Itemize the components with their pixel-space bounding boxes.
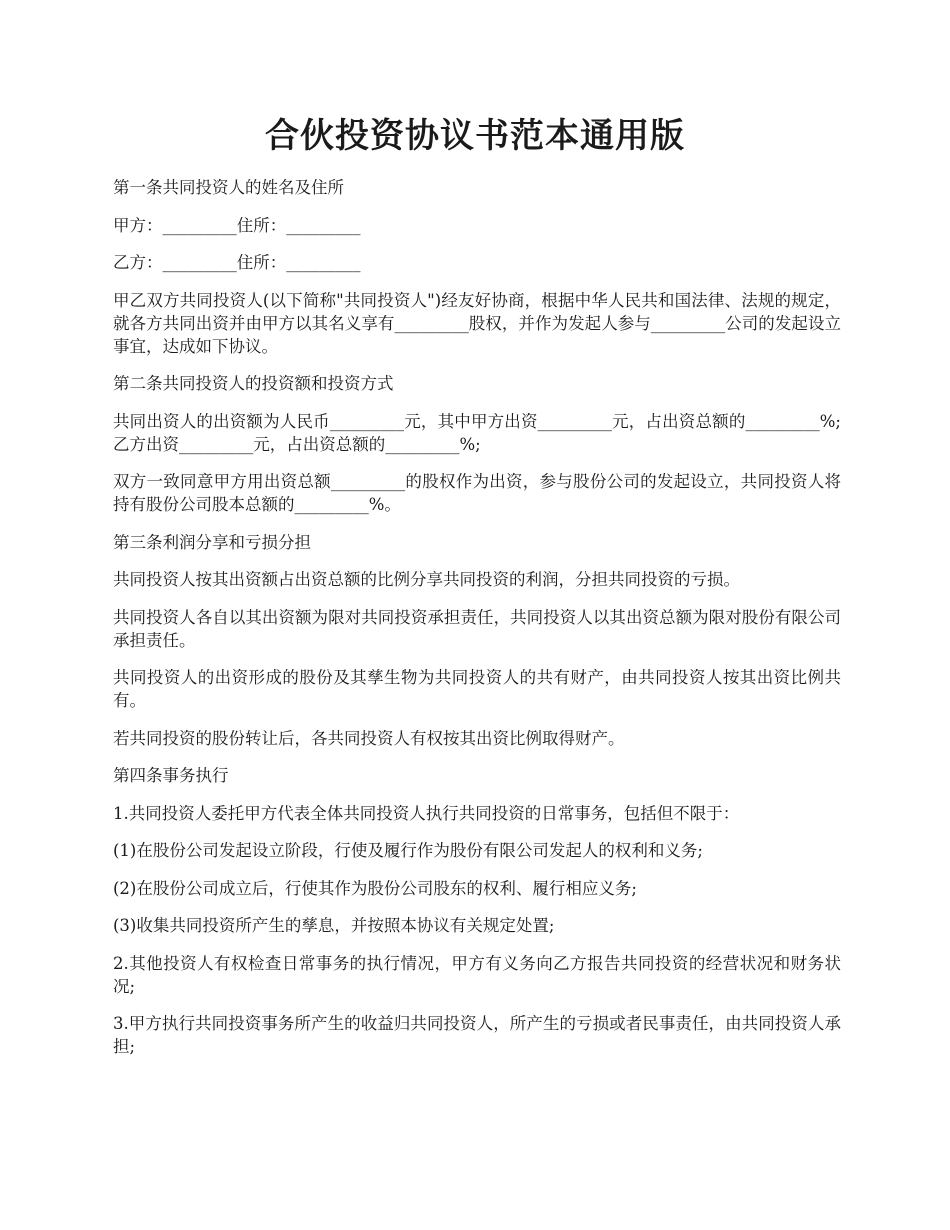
contribution-amount-paragraph: 共同出资人的出资额为人民币_________元，其中甲方出资_________元，占出资总额的_________%;乙方出资_________元，占出资总额的_________%;: [113, 411, 841, 454]
equity-contribution-paragraph: 双方一致同意甲方用出资总额_________的股权作为出资，参与股份公司的发起设立，共同投资人将持有股份公司股本总额的_________%。: [113, 472, 841, 514]
profit-sharing-paragraph: 共同投资人按其出资额占出资总额的比例分享共同投资的利润，分担共同投资的亏损。: [113, 570, 740, 589]
preamble-paragraph: 甲乙双方共同投资人(以下简称"共同投资人")经友好协商，根据中华人民共和国法律、法规的规定，就各方共同出资并由甲方以其名义享有_________股权，并作为发起人参与_________公司的发起设立事宜，达成如下协议。: [113, 290, 841, 356]
article-4-heading: 第四条事务执行: [113, 766, 229, 785]
joint-property-paragraph: 共同投资人的出资形成的股份及其孳生物为共同投资人的共有财产，由共同投资人按其出资比例共有。: [113, 668, 841, 710]
clause-1-paragraph: 1.共同投资人委托甲方代表全体共同投资人执行共同投资的日常事务，包括但不限于：: [113, 803, 740, 823]
article-1-heading: 第一条共同投资人的姓名及住所: [113, 178, 344, 197]
clause-1-item-2: (2)在股份公司成立后，行使其作为股份公司股东的权利、履行相应义务;: [113, 878, 637, 898]
clause-3-paragraph: 3.甲方执行共同投资事务所产生的收益归共同投资人，所产生的亏损或者民事责任，由共同投资人承担;: [113, 1014, 841, 1056]
document-title: 合伙投资协议书范本通用版: [265, 116, 685, 156]
clause-1-item-1: (1)在股份公司发起设立阶段，行使及履行作为股份有限公司发起人的权利和义务;: [113, 841, 703, 860]
document-body: [113, 176, 841, 1073]
clause-1-item-3: (3)收集共同投资所产生的孳息，并按照本协议有关规定处置;: [113, 916, 555, 935]
party-b-line: 乙方：_________住所：_________: [113, 253, 361, 272]
article-2-heading: 第二条共同投资人的投资额和投资方式: [113, 374, 394, 393]
liability-paragraph: 共同投资人各自以其出资额为限对共同投资承担责任，共同投资人以其出资总额为限对股份有限公司承担责任。: [113, 607, 841, 650]
clause-2-paragraph: 2.其他投资人有权检查日常事务的执行情况，甲方有义务向乙方报告共同投资的经营状况和财务状况;: [113, 953, 841, 996]
party-a-line: 甲方：_________住所：_________: [113, 215, 361, 235]
article-3-heading: 第三条利润分享和亏损分担: [113, 532, 311, 552]
share-transfer-paragraph: 若共同投资的股份转让后，各共同投资人有权按其出资比例取得财产。: [113, 728, 625, 748]
